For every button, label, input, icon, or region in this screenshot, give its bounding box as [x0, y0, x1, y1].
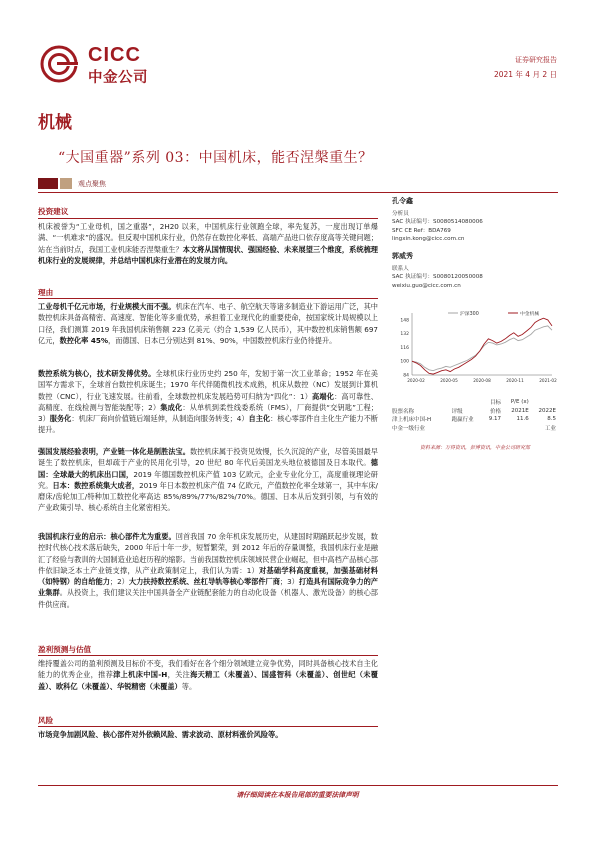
title-rule — [38, 192, 558, 193]
logo-cn-text: 中金公司 — [88, 70, 148, 86]
table-row — [390, 415, 558, 424]
paragraph-risks: 市场竞争加剧风险、核心部件对外依赖风险、需求波动、原材料涨价风险等。 — [38, 730, 283, 739]
section-title-investment: 投资建议 — [38, 207, 69, 216]
table-cell — [390, 398, 445, 407]
report-date: 2021 年 4 月 2 日 — [493, 70, 557, 79]
table-cell: 2021E — [511, 407, 529, 414]
sector-title: 机械 — [38, 113, 72, 133]
section-rule-reasons — [38, 298, 378, 299]
x-tick-label: 2020-02 — [407, 378, 425, 383]
paragraph-investment: 机床被誉为“工业母机，国之重器”，2H20 以来，中国机床行业领跑全球，率先复苏，一度出现订单爆满、“一机难求”的盛况。但反观中国机床行业，仍然存在数控化率低、高端产品进口依存度高等关键问题；站在当前时点，我国工业机床能否涅槃重生？本文将从国情现状、强国经验、未来展望三个维度，系统梳理机床行业的发展规律，并总结中国机床行业潜在的发展方向。 — [38, 222, 378, 265]
analyst-name: 孔令鑫 — [392, 197, 413, 205]
tag-label: 观点聚焦 — [78, 180, 106, 188]
analyst-role: 联系人 — [392, 266, 409, 272]
analyst-sac: SAC 执证编号：S0080514080006 — [392, 219, 483, 226]
table-source: 资料来源：万得资讯，彭博资讯，中金公司研究部 — [420, 445, 531, 451]
legend-label: 沪深300 — [460, 311, 479, 317]
table-cell: 8.5 — [547, 416, 556, 423]
table-cell — [450, 424, 483, 433]
table-cell: P/E (x) — [510, 399, 529, 406]
analyst-role: 分析员 — [392, 211, 409, 217]
table-cell: 价格 — [490, 408, 502, 415]
legend-label: 中金机械 — [520, 311, 540, 317]
footer-rule — [38, 785, 558, 786]
x-tick-label: 2020-05 — [440, 378, 458, 383]
x-tick-label: 2020-08 — [473, 378, 491, 383]
paragraph-forecast: 维持覆盖公司的盈利预测及目标价不变，我们看好在各个细分领域建立竞争优势，同时具备核心技术自主化能力的优秀企业，推荐津上机床中国-H，关注海天精工（未覆盖）、国盛智科（未覆盖）、创世纪（未覆盖）、欧科亿（未覆盖）、华锐精密（未覆盖）等。 — [38, 659, 378, 691]
paragraph-market: 工业母机千亿元市场，行业规模大而不强。机床在汽车、电子、航空航天等诸多制造业下游运用广泛，其中数控机床具备高精密、高速度、智能化等多重优势，承担着工业现代化的重要使命，按国家统计局规模以上口径，我们测算 2019 年我国机床销售额 223 亿美元（约合 1,539 亿人民币），其中数控机床销售额 697 亿元，数控化率 45%，而德国、日本已分别达到 81%、90%，中国数控机床行业仍待提升。 — [38, 302, 378, 345]
table-cell: 9.17 — [488, 416, 502, 423]
section-title-reasons: 理由 — [38, 288, 54, 297]
table-cell — [503, 424, 531, 433]
tag-block-dark — [38, 178, 58, 189]
tag-block-light — [60, 178, 72, 189]
table-cell: 11.6 — [516, 416, 529, 423]
y-tick-label: 148 — [400, 318, 409, 324]
analyst-name: 郭威秀 — [392, 252, 413, 260]
x-tick-label: 2020-11 — [506, 378, 524, 383]
y-tick-label: 132 — [400, 332, 409, 338]
analyst-block-1 — [392, 196, 557, 244]
section-title-risks: 风险 — [38, 716, 54, 725]
report-headline: “大国重器”系列 03：中国机床，能否涅槃重生？ — [58, 150, 373, 166]
valuation-table — [390, 398, 558, 432]
table-cell: 股票名称 — [392, 408, 415, 415]
legal-notice: 请仔细阅读在本报告尾部的重要法律声明 — [236, 791, 359, 799]
analyst-sfc: SFC CE Ref：BDA769 — [392, 227, 451, 234]
table-row — [390, 424, 558, 433]
section-rule-risks — [38, 726, 378, 727]
analyst-block-2 — [392, 251, 557, 290]
paragraph-strong-nations: 强国发展经验表明，产业链一体化是制胜法宝。数控机床属于投资见效慢，长久沉淀的产业，尽管美国最早诞生了数控机床，但却疏于产业的民用化引导，20 世纪 80 年代后美国龙头地位被德国及日本取代。德国：全球最大的机床出口国，2019 年德国数控机床产值 103 亿欧元，企业专业化分工，高度重视理论研究。日本：数控系统集大成者，2019 年日本数控机床产值 74 亿欧元，产值数控化率全球第一，其中车床/磨床/齿轮加工/特种加工数控化率高达 85%/89%/77%/82%/70%。德国、日本从后发到引领，与有效的产业政策引导、核心系统自主化紧密相关。 — [38, 447, 378, 513]
series-line-1 — [412, 318, 552, 374]
y-tick-label: 100 — [400, 359, 409, 365]
table-cell: 中金一级行业 — [392, 426, 426, 433]
cicc-logo — [38, 45, 178, 87]
analyst-sac: SAC 执证编号：S0080120050008 — [392, 274, 483, 281]
analyst-email[interactable]: weixiu.guo@cicc.com.cn — [392, 282, 461, 289]
report-type: 证券研究报告 — [515, 56, 557, 64]
table-cell — [531, 398, 558, 407]
y-tick-label: 84 — [403, 373, 409, 379]
logo-cicc-text: CICC — [88, 44, 141, 66]
section-rule-forecast — [38, 655, 378, 656]
paragraph-cnc-core: 数控系统为核心，技术研发傅优势。全球机床行业历史约 250 年，发轫于第一次工业革命；1952 年在美国军方需求下，全球首台数控机床诞生；1970 年代伴随微机技术成熟，机床从数控（NC）发展到计算机数控（CNC），行业飞速发展。往前看，全球数控机床发展趋势可归纳为“四化”：1）高端化：高可靠性、高精度、在线检测与智能装配等；2）集成化：从单机到柔性线委系统（FMS），厂商提供“交钥匙”工程；3）服务化：机床厂商向价值链后端延伸，从制造向服务转变；4）自主化：核心零部件自主化生产能力不断提升。 — [38, 369, 378, 435]
cicc-logo-mark-icon — [40, 45, 78, 83]
table-cell: 津上机床中国-H — [392, 417, 432, 424]
paragraph-china-lessons: 我国机床行业的启示：核心部件尤为重要。回首我国 70 余年机床发展历史，从建国时期踊跃起步发展，数控时代核心技术落后缺失，2000 年后十年一步，短暂繁荣，到 2012 年后的存量调整，我国机床行业是融汇了经验与教训的大国制造业追赶历程的缩影。当前我国数控机床领域民营企业崛起，但中高档产品核心部件依旧缺乏本土产业链支撑，从产业政策制定上，我们认为需：1）对基础学科高度重视，加强基础材料（如特钢）的自给能力；2）大力扶持数控系统、丝杠导轨等核心零部件厂商；3）打造具有国际竞争力的产业集群。从投资上，我们建议关注中国具备全产业链配套能力的自动化设备（机器人、激光设备）的核心部件供应商。 — [38, 532, 378, 609]
table-cell: 工业 — [544, 426, 556, 433]
y-tick-label: 116 — [400, 345, 409, 351]
x-tick-label: 2021-02 — [539, 378, 557, 383]
table-cell — [450, 398, 483, 407]
table-cell: 2022E — [538, 407, 556, 414]
table-cell: 评级 — [451, 408, 463, 415]
table-cell — [482, 424, 503, 433]
table-cell: 跑赢行业 — [451, 417, 474, 424]
section-title-forecast: 盈利预测与估值 — [38, 645, 92, 654]
performance-chart — [390, 307, 558, 387]
analyst-email[interactable]: lingxin.kong@cicc.com.cn — [392, 236, 465, 243]
section-rule-investment — [38, 218, 378, 219]
table-subheader-row — [390, 407, 558, 416]
table-header-row — [390, 398, 558, 407]
table-cell: 目标 — [490, 400, 502, 407]
